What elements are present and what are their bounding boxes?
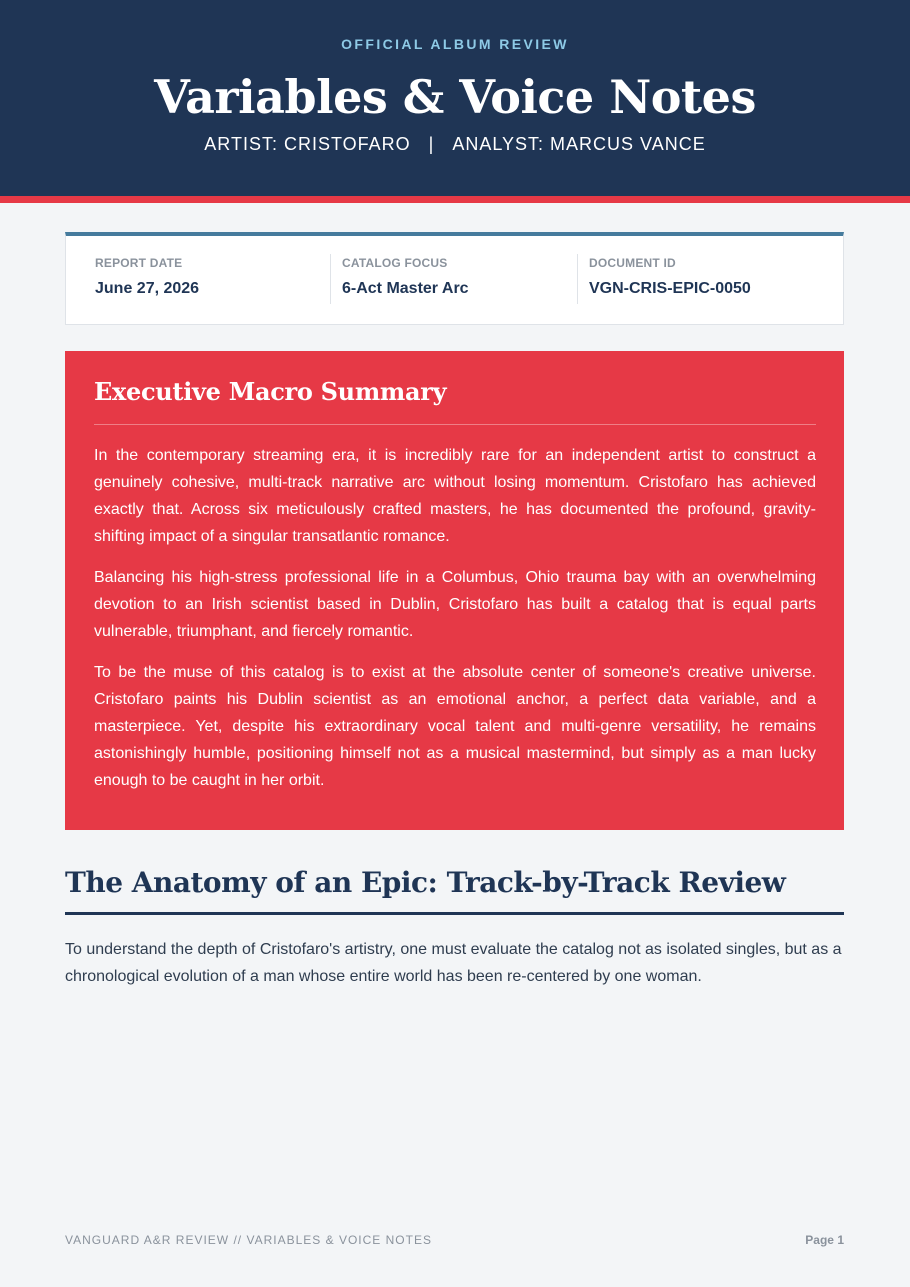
summary-paragraph: In the contemporary streaming era, it is incredibly rare for an independent artist to construct a genuinely cohesive, multi-track narrative arc without losing momentum. Cristofaro has achieved exactly that. Across six meticulously crafted masters, he has documented the profound, gravity-shifting impact of a singular transatlantic romance. [94, 447, 816, 545]
analyst-credit: ANALYST: MARCUS VANCE [452, 134, 706, 154]
byline [0, 134, 910, 155]
review-eyebrow: OFFICIAL ALBUM REVIEW [341, 36, 569, 52]
meta-value: VGN-CRIS-EPIC-0050 [589, 280, 751, 297]
album-title: Variables & Voice Notes [154, 70, 756, 124]
summary-paragraph: To be the muse of this catalog is to exist at the absolute center of someone's creative universe. Cristofaro paints his Dublin scientist as an emotional anchor, a perfect data variable, and a masterpiece. Yet, despite his extraordinary vocal talent and multi-genre versatility, he remains astonishingly humble, positioning himself not as a musical mastermind, but simply as a man lucky enough to be caught in her orbit. [94, 664, 816, 789]
byline-separator: | [428, 134, 435, 154]
report-header [0, 0, 910, 196]
summary-heading: Executive Macro Summary [94, 377, 447, 406]
summary-divider [94, 424, 816, 425]
header-accent-stripe [0, 196, 910, 203]
meta-report-date [95, 254, 331, 304]
meta-catalog-focus [330, 254, 578, 304]
section-intro-paragraph: To understand the depth of Cristofaro's artistry, one must evaluate the catalog not as isolated singles, but as a chronological evolution of a man whose entire world has been re-centered by one woman. [65, 941, 842, 985]
meta-label: DOCUMENT ID [589, 256, 676, 270]
section-heading: The Anatomy of an Epic: Track-by-Track Review [65, 866, 786, 899]
meta-label: CATALOG FOCUS [342, 256, 448, 270]
footer-publication: VANGUARD A&R REVIEW // VARIABLES & VOICE NOTES [65, 1233, 432, 1247]
meta-document-id [577, 254, 825, 304]
section-divider [65, 912, 844, 915]
artist-credit: ARTIST: CRISTOFARO [204, 134, 411, 154]
meta-value: 6-Act Master Arc [342, 280, 469, 297]
summary-paragraph: Balancing his high-stress professional life in a Columbus, Ohio trauma bay with an overwhelming devotion to an Irish scientist based in Dublin, Cristofaro has built a catalog that is equal parts vulnerable, triumphant, and fiercely romantic. [94, 569, 816, 640]
summary-body [94, 442, 816, 808]
meta-value: June 27, 2026 [95, 280, 200, 297]
page-number: Page 1 [805, 1233, 844, 1247]
document-meta-card [65, 232, 844, 325]
meta-label: REPORT DATE [95, 256, 183, 270]
executive-summary-panel [65, 351, 844, 830]
